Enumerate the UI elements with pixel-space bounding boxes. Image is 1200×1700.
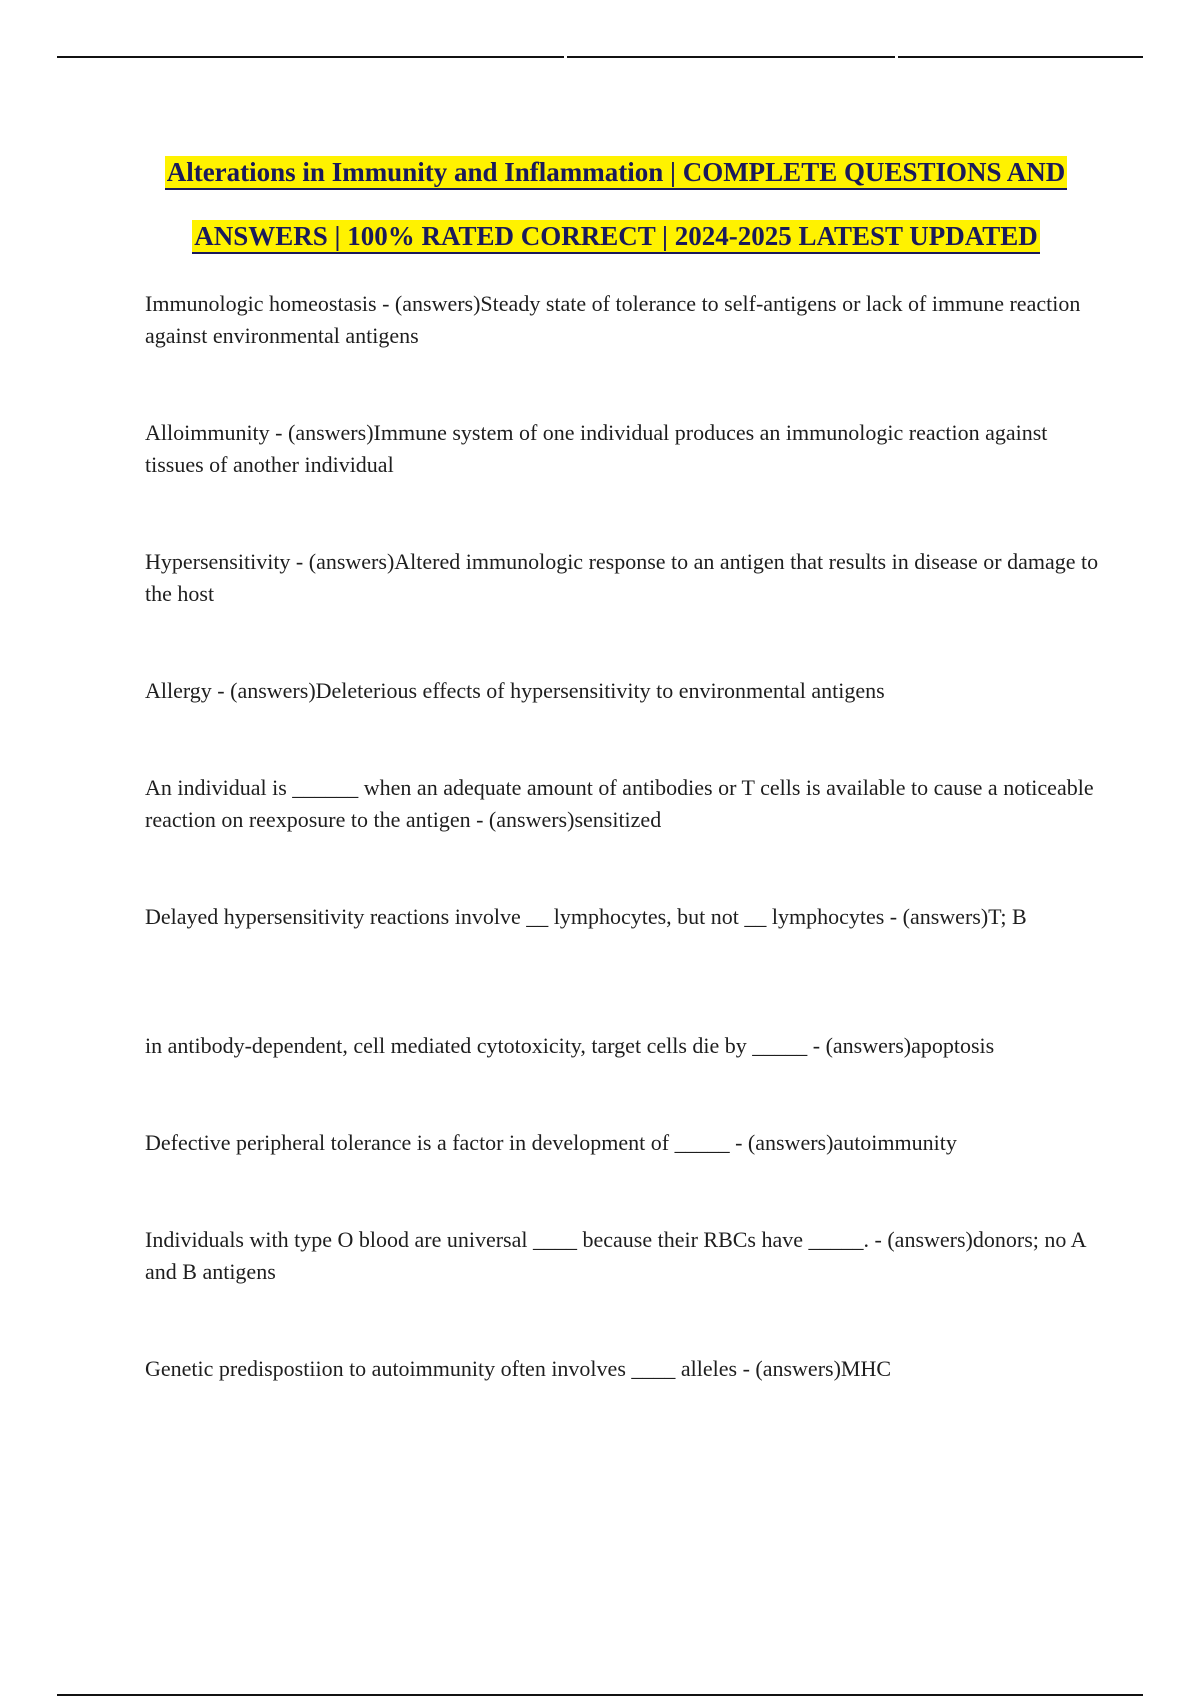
title-line-1: Alterations in Immunity and Inflammation | COMPLETE QUESTIONS AND: [165, 156, 1068, 190]
qa-item: Immunologic homeostasis - (answers)Steady state of tolerance to self-antigens or lack of immune reaction against environmental antigens: [145, 291, 1081, 348]
qa-item: Alloimmunity - (answers)Immune system of one individual produces an immunologic reaction against tissues of another individual: [145, 420, 1048, 477]
qa-item: in antibody-dependent, cell mediated cytotoxicity, target cells die by _____ - (answers)apoptosis: [145, 1033, 995, 1058]
document-title: [100, 140, 1132, 268]
header-rule-gap: [564, 56, 567, 58]
qa-item: Delayed hypersensitivity reactions involve __ lymphocytes, but not __ lymphocytes - (answers)T; B: [145, 904, 1027, 929]
header-rule: [57, 56, 1143, 58]
qa-item: Hypersensitivity - (answers)Altered immunologic response to an antigen that results in disease or damage to the host: [145, 549, 1099, 606]
qa-item: Defective peripheral tolerance is a factor in development of _____ - (answers)autoimmunity: [145, 1130, 957, 1155]
qa-item: Individuals with type O blood are universal ____ because their RBCs have _____. - (answers)donors; no A and B antigens: [145, 1227, 1086, 1284]
title-line-2: ANSWERS | 100% RATED CORRECT | 2024-2025 LATEST UPDATED: [192, 220, 1040, 254]
header-rule-gap: [895, 56, 898, 58]
qa-item: Genetic predispostiion to autoimmunity often involves ____ alleles - (answers)MHC: [145, 1356, 892, 1381]
qa-item: Allergy - (answers)Deleterious effects of hypersensitivity to environmental antigens: [145, 678, 885, 703]
qa-item: An individual is ______ when an adequate amount of antibodies or T cells is available to cause a noticeable reaction on reexposure to the antigen - (answers)sensitized: [145, 775, 1094, 832]
footer-rule: [57, 1694, 1143, 1696]
